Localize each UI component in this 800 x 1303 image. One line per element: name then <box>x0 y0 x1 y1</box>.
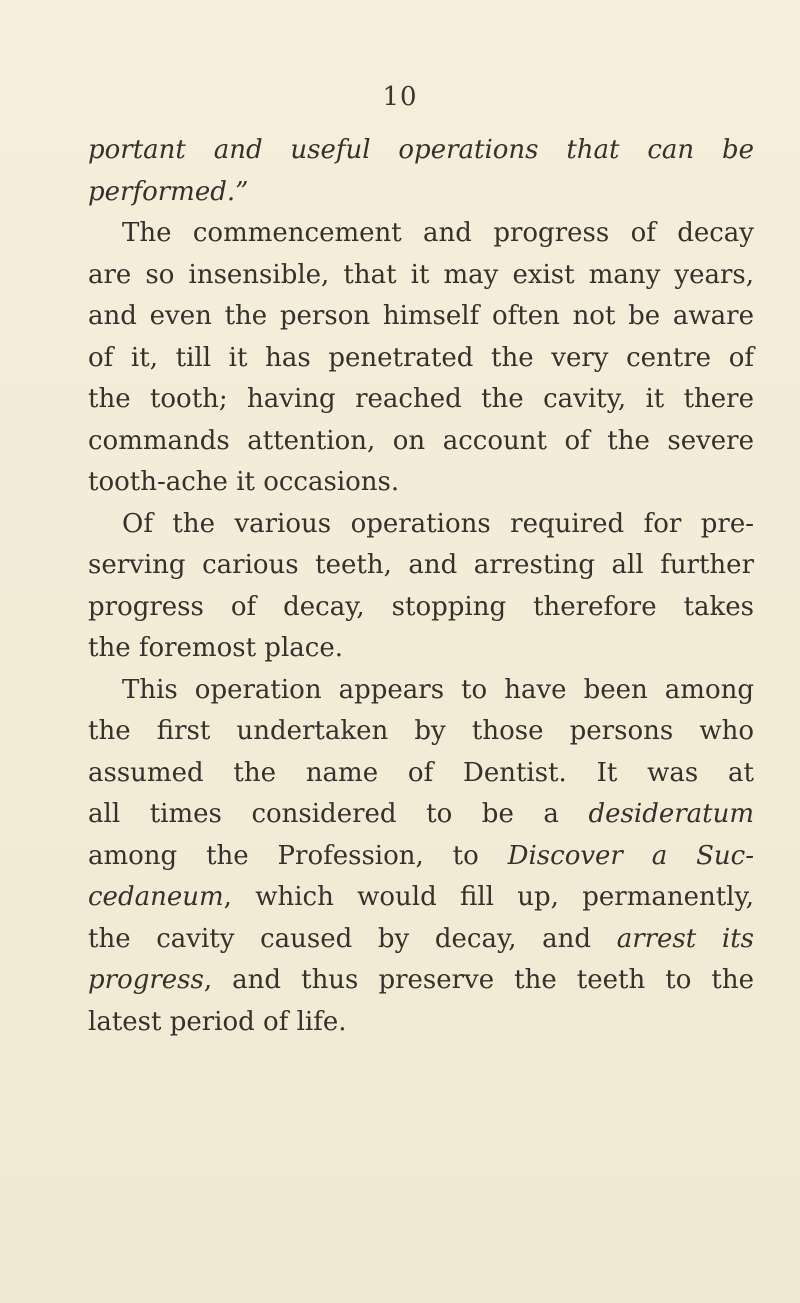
text-segment: of it, till it has penetrated the very centre of <box>88 342 754 373</box>
text-segment: tooth-ache it occasions. <box>88 467 400 497</box>
text-line <box>88 379 754 421</box>
text-segment: the cavity caused by decay, and <box>88 923 617 954</box>
text-segment: are so insensible, that it may exist many years, <box>88 259 754 290</box>
text-line <box>88 711 754 753</box>
text-line <box>88 670 754 712</box>
text-line <box>88 919 754 961</box>
text-segment: , which would fill up, permanently, <box>223 882 754 912</box>
italic-text-segment: arrest its <box>616 923 754 954</box>
text-segment: progress of decay, stopping therefore takes <box>88 591 754 622</box>
text-segment: Of the various operations required for pre- <box>122 508 754 539</box>
text-segment: and even the person himself often not be aware <box>88 301 754 331</box>
text-line <box>88 545 754 587</box>
page-number: 10 <box>382 82 418 112</box>
text-line <box>88 421 754 463</box>
text-segment: The commencement and progress of decay <box>122 218 754 248</box>
italic-text-segment: desideratum <box>588 799 754 829</box>
text-line <box>88 130 754 172</box>
text-segment: commands attention, on account of the severe <box>88 425 754 456</box>
body-text <box>88 130 754 1043</box>
text-segment: the tooth; having reached the cavity, it there <box>88 384 754 414</box>
text-line <box>88 213 754 255</box>
text-segment: all times considered to be a <box>88 799 589 829</box>
text-line <box>88 462 754 504</box>
text-line <box>88 1002 754 1044</box>
text-segment: latest period of life. <box>88 1006 347 1037</box>
italic-text-segment: cedaneum <box>88 882 224 912</box>
italic-text-segment: portant and useful operations that can be <box>88 135 754 165</box>
text-line <box>88 753 754 795</box>
text-segment: the foremost place. <box>88 633 343 663</box>
text-line <box>88 877 754 919</box>
text-line <box>88 960 754 1002</box>
text-segment: the first undertaken by those persons who <box>88 716 754 746</box>
text-segment: This operation appears to have been among <box>122 674 754 705</box>
text-line <box>88 628 754 670</box>
text-line <box>88 794 754 836</box>
text-segment: , and thus preserve the teeth to the <box>203 965 754 995</box>
text-line <box>88 338 754 380</box>
text-line <box>88 504 754 546</box>
italic-text-segment: performed.” <box>88 176 249 207</box>
text-line <box>88 255 754 297</box>
italic-text-segment: progress <box>88 965 204 995</box>
text-line <box>88 836 754 878</box>
text-segment: among the Profession, to <box>88 840 508 871</box>
text-line <box>88 587 754 629</box>
text-line <box>88 172 754 214</box>
text-line <box>88 296 754 338</box>
italic-text-segment: Discover a Suc- <box>507 840 754 871</box>
text-segment: assumed the name of Dentist. It was at <box>88 757 754 788</box>
text-segment: serving carious teeth, and arresting all further <box>88 550 754 580</box>
